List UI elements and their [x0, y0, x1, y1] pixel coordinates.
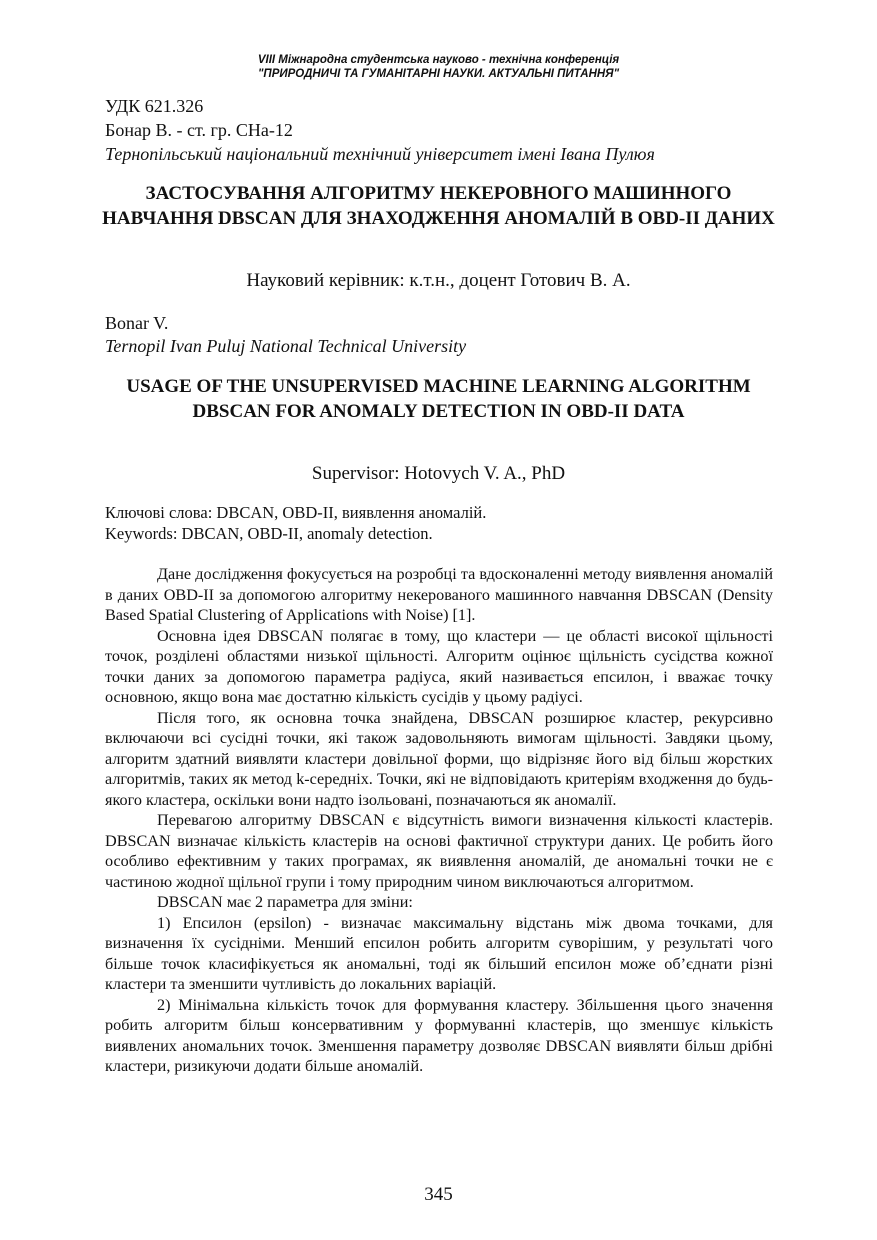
- conference-header-line1: VIII Міжнародна студентська науково - технічна конференція: [257, 54, 620, 66]
- title-en: USAGE OF THE UNSUPERVISED MACHINE LEARNING ALGORITHM DBSCAN FOR ANOMALY DETECTION IN OBD-II DATA: [126, 376, 751, 422]
- paragraph: Дане дослідження фокусується на розробці та вдосконаленні методу виявлення аномалій в даних OBD-II за допомогою алгоритму некерованого машинного навчання DBSCAN (Density Based Spatial Clustering of Applications with Noise) [1].: [105, 565, 773, 624]
- supervisor-en: Supervisor: Hotovych V. A., PhD: [311, 463, 566, 484]
- udk-code: УДК 621.326: [105, 96, 204, 116]
- affiliation-ua: Тернопільський національний технічний університет імені Івана Пулюя: [105, 144, 655, 164]
- keywords-en: Keywords: DBCAN, OBD-II, anomaly detection.: [105, 524, 433, 543]
- author-ua: Бонар В. - ст. гр. СНа-12: [105, 120, 293, 140]
- keywords-ua: Ключові слова: DBCAN, OBD-II, виявлення аномалій.: [105, 503, 487, 522]
- body-text: [105, 564, 773, 1077]
- paragraph: Перевагою алгоритму DBSCAN є відсутність вимоги визначення кількості кластерів. DBSCAN визначає кількість кластерів на основі фактичної структури даних. Це робить його особливо ефективним у таких програмах, як виявлення аномалій, де аномальні точки не є частиною жодної щільної групи і тому природним чином виключаються алгоритмом.: [105, 811, 773, 891]
- supervisor-ua: Науковий керівник: к.т.н., доцент Готович В. А.: [246, 270, 631, 291]
- paragraph: Після того, як основна точка знайдена, DBSCAN розширює кластер, рекурсивно включаючи всі сусідні точки, які також задовольняють вимогам щільності. Завдяки цьому, алгоритм здатний виявляти кластери довільної форми, що відрізняє його від більш жорстких алгоритмів, таких як метод k-середніх. Точки, які не відповідають критеріям входження до будь-якого кластера, оскільки вони надто ізольовані, позначаються як аномалії.: [105, 708, 773, 809]
- affiliation-en: Ternopil Ivan Puluj National Technical University: [105, 336, 467, 356]
- paragraph: DBSCAN має 2 параметра для зміни:: [157, 893, 413, 911]
- paragraph: Основна ідея DBSCAN полягає в тому, що кластери — це області високої щільності точок, розділені областями низької щільності. Алгоритм оцінює щільність сусідства кожної точки даних за допомогою параметра радіуса, який називається епсилон, і вважає точку основною, якщо вона має достатню кількість сусідів у цьому радіусі.: [105, 626, 773, 706]
- page-number: 345: [424, 1184, 453, 1205]
- author-en: Bonar V.: [105, 313, 169, 333]
- paragraph: 1) Епсилон (epsilon) - визначає максимальну відстань між двома точками, для визначення їх сусідніми. Менший епсилон робить алгоритм суворішим, у результаті чого більше точок класифікується як аномальні, тоді як більший епсилон може об’єднати різні кластери та зменшити чутливість до локальних варіацій.: [105, 913, 773, 993]
- conference-header-line2: "ПРИРОДНИЧІ ТА ГУМАНІТАРНІ НАУКИ. АКТУАЛЬНІ ПИТАННЯ": [257, 68, 620, 80]
- paragraph: 2) Мінімальна кількість точок для формування кластеру. Збільшення цього значення робить алгоритм більш консервативним у формуванні кластерів, що зменшує кількість виявлених аномальних точок. Зменшення параметру дозволяє DBSCAN виявляти більш дрібні кластери, ризикуючи додати більше аномалій.: [105, 995, 773, 1075]
- title-ua: ЗАСТОСУВАННЯ АЛГОРИТМУ НЕКЕРОВНОГО МАШИННОГО НАВЧАННЯ DBSCAN ДЛЯ ЗНАХОДЖЕННЯ АНОМАЛІЙ В OBD-II ДАНИХ: [102, 183, 775, 229]
